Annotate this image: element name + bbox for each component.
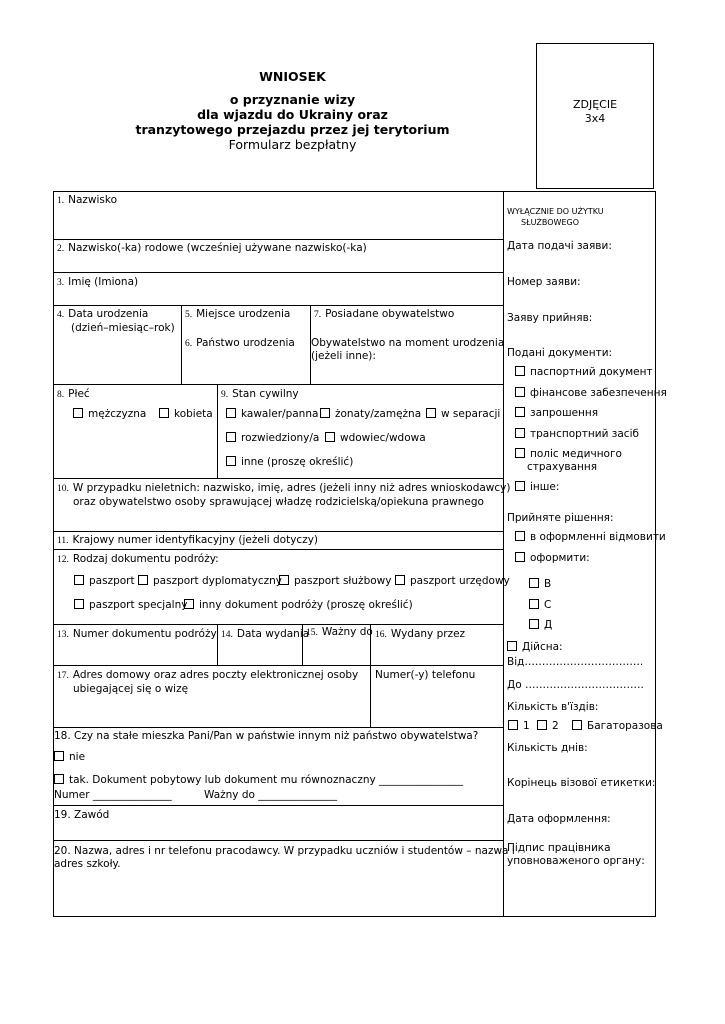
field-number: 8. xyxy=(57,390,65,400)
field-number: 12. xyxy=(57,555,69,565)
official-entries-multi[interactable] xyxy=(572,720,663,733)
checkbox-label: inny dokument podróży (proszę określić) xyxy=(199,599,413,611)
checkbox-widowed[interactable] xyxy=(325,432,426,445)
official-doc-passport[interactable] xyxy=(515,366,653,379)
field-sex xyxy=(57,388,90,402)
checkbox-label: tak. Dokument pobytowy lub dokument mu równoznaczny ________________ xyxy=(69,774,464,786)
cell-divider xyxy=(217,624,218,665)
field-label-sub: (dzień–miesiąc–rok) xyxy=(71,322,175,334)
official-column-divider xyxy=(503,191,504,917)
cell-divider xyxy=(370,665,371,727)
checkbox-label: kobieta xyxy=(174,408,213,420)
form-title: WNIOSEK xyxy=(259,69,326,84)
checkbox-label: інше: xyxy=(530,481,560,493)
checkbox-icon xyxy=(325,432,335,442)
field-residence-question: 18. Czy na stałe mieszka Pani/Pan w państwie innym niż państwo obywatelstwa? xyxy=(54,730,479,742)
checkbox-separated[interactable] xyxy=(426,408,500,421)
official-header-line2: SŁUŻBOWEGO xyxy=(521,218,580,227)
field-travel-document-type xyxy=(57,553,219,567)
official-doc-insurance[interactable] xyxy=(515,448,622,474)
checkbox-female[interactable] xyxy=(159,408,213,421)
checkbox-icon xyxy=(508,720,518,730)
checkbox-icon xyxy=(426,408,436,418)
checkbox-label: поліс медичного xyxy=(530,448,622,460)
checkbox-label: транспортний засіб xyxy=(530,428,639,440)
checkbox-label: nie xyxy=(69,751,86,763)
checkbox-icon xyxy=(138,575,148,585)
checkbox-label: wdowiec/wdowa xyxy=(340,432,426,444)
checkbox-label: mężczyzna xyxy=(88,408,147,420)
checkbox-icon xyxy=(320,408,330,418)
official-app-number: Номер заяви: xyxy=(507,276,581,288)
checkbox-icon xyxy=(395,575,405,585)
field-citizenship[interactable] xyxy=(314,308,454,322)
checkbox-label: С xyxy=(544,599,552,611)
row-line xyxy=(53,272,503,273)
checkbox-divorced[interactable] xyxy=(226,432,319,445)
field-label: 20. Nazwa, adres i nr telefonu pracodawcy. W przypadku uczniów i studentów – nazwa i xyxy=(54,845,515,857)
field-label: Adres domowy oraz adres poczty elektronicznej osoby xyxy=(72,669,359,681)
checkbox-icon xyxy=(572,720,582,730)
checkbox-label: 1 xyxy=(523,720,530,732)
official-visa-type-v[interactable] xyxy=(529,578,551,591)
checkbox-label: в оформленні відмовити xyxy=(530,531,666,543)
checkbox-icon xyxy=(54,751,64,761)
field-label: Wydany przez xyxy=(390,628,466,640)
checkbox-male[interactable] xyxy=(73,408,146,421)
checkbox-label: Д xyxy=(544,619,553,631)
checkbox-icon xyxy=(74,575,84,585)
official-sticker: Корінець візової етикетки: xyxy=(507,777,656,789)
checkbox-single[interactable] xyxy=(226,408,318,421)
official-use-header xyxy=(507,206,604,228)
cell-divider xyxy=(217,384,218,478)
checkbox-icon xyxy=(515,531,525,541)
checkbox-icon xyxy=(515,481,525,491)
field-label: Nazwisko xyxy=(68,194,118,206)
field-label: Posiadane obywatelstwo xyxy=(325,308,455,320)
official-entries: Кількість в'їздів: xyxy=(507,701,599,713)
field-number: 1. xyxy=(57,196,65,206)
field-label: Nazwisko(-ka) rodowe (wcześniej używane nazwisko(-ka) xyxy=(68,242,367,254)
checkbox-label: kawaler/panna xyxy=(241,408,319,420)
checkbox-icon xyxy=(507,641,517,651)
field-citizenship-at-birth[interactable] xyxy=(311,337,504,363)
official-visa-type-d[interactable] xyxy=(529,619,552,632)
field-guardian[interactable] xyxy=(57,482,510,509)
field-number: 6. xyxy=(185,339,193,349)
field-number: 11. xyxy=(57,536,69,546)
official-doc-transport[interactable] xyxy=(515,428,639,441)
checkbox-label: фінансове забезпечення xyxy=(530,387,667,399)
row-line xyxy=(53,840,503,841)
checkbox-label: Багаторазова xyxy=(587,720,663,732)
checkbox-label: paszport xyxy=(89,575,135,587)
official-signature-line2: уповноваженого органу: xyxy=(507,855,645,867)
checkbox-label: запрошення xyxy=(530,407,599,419)
checkbox-icon xyxy=(515,387,525,397)
checkbox-icon xyxy=(515,407,525,417)
field-number: 9. xyxy=(221,390,229,400)
field-number: 4. xyxy=(57,310,65,320)
row-line xyxy=(53,384,503,385)
checkbox-label: paszport urzędowy xyxy=(410,575,510,587)
field-label: Numer dokumentu podróży xyxy=(72,628,217,640)
checkbox-label: paszport dyplomatyczny xyxy=(153,575,282,587)
checkbox-icon xyxy=(515,448,525,458)
field-label: Krajowy numer identyfikacyjny (jeżeli dotyczy) xyxy=(72,534,319,546)
checkbox-label: паспортний документ xyxy=(530,366,653,378)
field-number: 16. xyxy=(375,630,387,640)
field-surname[interactable] xyxy=(57,194,117,208)
field-issue-date[interactable] xyxy=(221,628,309,642)
field-issued-by[interactable] xyxy=(375,628,465,642)
official-decision-issue[interactable] xyxy=(515,552,590,565)
checkbox-icon xyxy=(226,432,236,442)
checkbox-icon xyxy=(226,408,236,418)
row-line xyxy=(53,531,503,532)
checkbox-icon xyxy=(159,408,169,418)
photo-size: 3x4 xyxy=(584,112,606,125)
field-number: 5. xyxy=(185,310,193,320)
checkbox-label-sub: страхування xyxy=(527,461,598,473)
checkbox-icon xyxy=(529,599,539,609)
checkbox-residence-no[interactable] xyxy=(54,751,85,764)
row-line xyxy=(53,305,503,306)
checkbox-icon xyxy=(73,408,83,418)
checkbox-icon xyxy=(529,619,539,629)
official-documents: Подані документи: xyxy=(507,347,613,359)
field-document-number[interactable] xyxy=(57,628,217,642)
checkbox-other-document[interactable] xyxy=(184,599,413,612)
field-label: W przypadku nieletnich: nazwisko, imię, adres (jeżeli inny niż adres wnioskodawcy) xyxy=(72,482,511,494)
field-label-sub: oraz obywatelstwo osoby sprawującej władzę rodzicielską/opiekuna prawnego xyxy=(73,496,484,508)
field-residence-valid[interactable]: Ważny do _______________ xyxy=(204,789,338,801)
checkbox-icon xyxy=(279,575,289,585)
field-occupation[interactable]: 19. Zawód xyxy=(54,809,110,821)
form-subtitle-1: o przyznanie wizy xyxy=(229,92,356,107)
photo-box xyxy=(536,43,654,189)
official-accepted-by: Заяву прийняв: xyxy=(507,312,593,324)
checkbox-icon xyxy=(529,578,539,588)
official-signature xyxy=(507,842,645,868)
official-decision-refuse[interactable] xyxy=(515,531,666,544)
official-doc-finance[interactable] xyxy=(515,387,667,400)
row-line xyxy=(53,549,503,550)
checkbox-service-passport[interactable] xyxy=(279,575,391,588)
official-doc-other[interactable] xyxy=(515,481,559,494)
field-marital-status xyxy=(221,388,299,402)
checkbox-special-passport[interactable] xyxy=(74,599,187,612)
checkbox-icon xyxy=(54,774,64,784)
field-label: Stan cywilny xyxy=(232,388,299,400)
form-subtitle-2: dla wjazdu do Ukrainy oraz xyxy=(197,107,388,122)
form-subtitle-3: tranzytowego przejazdu przez jej terytorium xyxy=(135,122,450,137)
checkbox-icon xyxy=(74,599,84,609)
field-label: Ważny do xyxy=(321,626,373,638)
field-label-sub: ubiegającej się o wizę xyxy=(73,683,189,695)
official-valid-from: Від……………………………. xyxy=(507,656,644,668)
checkbox-label: paszport służbowy xyxy=(294,575,392,587)
official-decision: Прийняте рішення: xyxy=(507,512,614,524)
checkbox-icon xyxy=(515,428,525,438)
official-doc-invitation[interactable] xyxy=(515,407,598,420)
row-line xyxy=(53,805,503,806)
checkbox-label: Дійсна: xyxy=(522,641,563,653)
field-number: 13. xyxy=(57,630,69,640)
field-home-address[interactable] xyxy=(57,669,358,696)
official-entries-1[interactable] xyxy=(508,720,530,733)
field-number: 2. xyxy=(57,244,65,254)
checkbox-passport[interactable] xyxy=(74,575,135,588)
field-number: 10. xyxy=(57,484,69,494)
checkbox-label: inne (proszę określić) xyxy=(241,456,354,468)
field-birth-place[interactable] xyxy=(185,308,290,322)
field-number: 17. xyxy=(57,671,69,681)
field-national-id[interactable] xyxy=(57,534,318,548)
row-line xyxy=(53,624,503,625)
checkbox-official-passport[interactable] xyxy=(395,575,510,588)
checkbox-diplomatic-passport[interactable] xyxy=(138,575,282,588)
checkbox-label: оформити: xyxy=(530,552,590,564)
checkbox-label: rozwiedziony/a xyxy=(241,432,320,444)
checkbox-icon xyxy=(184,599,194,609)
row-line xyxy=(53,478,503,479)
checkbox-icon xyxy=(226,456,236,466)
checkbox-label: paszport specjalny xyxy=(89,599,188,611)
field-label-sub: (jeżeli inne): xyxy=(311,350,376,362)
checkbox-label: 2 xyxy=(552,720,559,732)
checkbox-label: В xyxy=(544,578,552,590)
field-label: Data wydania xyxy=(236,628,310,640)
field-label: Miejsce urodzenia xyxy=(196,308,291,320)
official-valid-to: До ……………………………. xyxy=(507,679,644,691)
official-visa-type-s[interactable] xyxy=(529,599,551,612)
field-label: Państwo urodzenia xyxy=(196,337,295,349)
checkbox-icon xyxy=(537,720,547,730)
checkbox-label: żonaty/zamężna xyxy=(335,408,422,420)
official-issue-date: Дата оформлення: xyxy=(507,813,611,825)
row-line xyxy=(53,727,503,728)
field-label: Rodzaj dokumentu podróży: xyxy=(72,553,219,565)
field-number: 14. xyxy=(221,630,233,640)
official-date-submitted: Дата подачі заяви: xyxy=(507,240,612,252)
checkbox-icon xyxy=(515,552,525,562)
field-label: Data urodzenia xyxy=(68,308,149,320)
field-label: Płeć xyxy=(68,388,90,400)
field-birth-country[interactable] xyxy=(185,337,295,351)
official-entries-2[interactable] xyxy=(537,720,559,733)
official-signature-line1: Підпис працівника xyxy=(507,842,611,854)
form-free-note: Formularz bezpłatny xyxy=(228,137,357,152)
field-label-sub: adres szkoły. xyxy=(54,858,121,870)
official-valid[interactable] xyxy=(507,641,563,654)
cell-divider xyxy=(181,305,182,384)
checkbox-residence-yes[interactable] xyxy=(54,774,463,787)
official-days: Кількість днів: xyxy=(507,742,588,754)
field-phone-number[interactable]: Numer(-y) telefonu xyxy=(375,669,476,681)
checkbox-marital-other[interactable] xyxy=(226,456,353,469)
field-first-names[interactable] xyxy=(57,276,138,290)
field-number: 3. xyxy=(57,278,65,288)
row-line xyxy=(53,239,503,240)
field-label: Imię (Imiona) xyxy=(68,276,139,288)
official-header-line1: WYŁĄCZNIE DO UŻYTKU xyxy=(507,207,604,216)
checkbox-label: w separacji xyxy=(441,408,501,420)
field-number: 15. xyxy=(306,628,318,638)
photo-label: ZDJĘCIE xyxy=(572,98,618,111)
checkbox-married[interactable] xyxy=(320,408,421,421)
field-birth-surname[interactable] xyxy=(57,242,367,256)
field-label: Obywatelstwo na moment urodzenia xyxy=(311,337,505,349)
row-line xyxy=(53,665,503,666)
field-valid-until[interactable] xyxy=(306,626,373,640)
field-employer[interactable] xyxy=(54,845,515,871)
field-residence-number[interactable]: Numer _______________ xyxy=(54,789,172,801)
checkbox-icon xyxy=(515,366,525,376)
field-number: 7. xyxy=(314,310,322,320)
field-birth-date[interactable] xyxy=(57,308,175,335)
